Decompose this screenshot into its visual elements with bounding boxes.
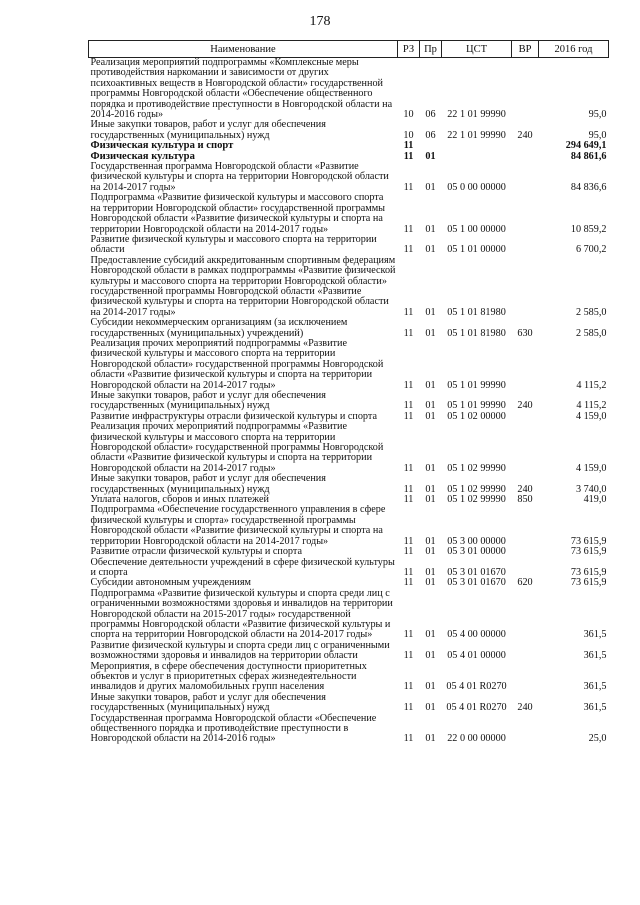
cell-rz: 11 — [403, 535, 414, 547]
cell-pr: 01 — [425, 462, 436, 474]
cell-name: Развитие физической культуры и массового спорта на территории области — [90, 233, 377, 256]
header-pr: Пр — [420, 41, 442, 58]
cell-vr — [512, 235, 539, 256]
cell-vr — [512, 412, 539, 422]
cell-amount: 6 700,2 — [575, 244, 607, 256]
table-row — [89, 641, 609, 662]
cell-cst: 22 1 01 99990 — [447, 109, 506, 121]
cell-pr: 01 — [425, 223, 436, 235]
table-row — [89, 558, 609, 579]
cell-pr: 01 — [425, 400, 436, 412]
cell-rz: 11 — [403, 650, 414, 662]
cell-amount: 73 615,9 — [570, 535, 607, 547]
cell-name: Физическая культура и спорт — [90, 140, 234, 152]
cell-rz: 11 — [403, 306, 414, 318]
cell-pr: 01 — [425, 546, 436, 558]
cell-vr — [512, 547, 539, 557]
cell-amount: 361,5 — [583, 629, 607, 641]
cell-rz: 11 — [403, 494, 414, 506]
cell-amount: 361,5 — [583, 681, 607, 693]
table-header — [89, 41, 609, 58]
cell-cst: 05 1 01 99990 — [447, 400, 506, 412]
cell-rz: 11 — [403, 150, 414, 162]
cell-rz: 11 — [403, 181, 414, 193]
table-row — [89, 714, 609, 745]
cell-vr — [512, 662, 539, 693]
table-row — [89, 589, 609, 641]
cell-cst: 05 0 00 00000 — [447, 181, 506, 193]
cell-name: Иные закупки товаров, работ и услуг для обеспечения государственных (муниципальных) нужд — [90, 473, 326, 495]
cell-vr: 240 — [517, 129, 533, 141]
cell-amount: 361,5 — [583, 702, 607, 714]
table-row — [89, 256, 609, 318]
table-row — [89, 339, 609, 391]
cell-cst: 05 4 01 00000 — [447, 650, 506, 662]
cell-rz: 11 — [403, 577, 414, 589]
cell-vr — [512, 589, 539, 641]
cell-name: Иные закупки товаров, работ и услуг для обеспечения государственных (муниципальных) нужд — [90, 691, 326, 714]
cell-name: Развитие физической культуры и спорта среди лиц с ограниченными возможностями здоровья и инвалидов на территории области — [90, 639, 390, 662]
cell-rz: 11 — [403, 681, 414, 693]
cell-rz: 10 — [403, 109, 414, 121]
cell-pr: 01 — [425, 733, 436, 745]
cell-cst: 05 1 01 99990 — [447, 379, 506, 391]
cell-cst: 05 4 00 00000 — [447, 629, 506, 641]
cell-pr: 01 — [425, 410, 436, 422]
cell-amount: 4 115,2 — [576, 379, 607, 391]
cell-name: Реализация прочих мероприятий подпрограммы «Развитие физической культуры и массового спорта на территории Новгородской области» государственной программы Новгородской области «Развитие физической культуры и спорта на территории Новгородской области на 2014-2017 годы» — [90, 337, 384, 391]
cell-name: Государственная программа Новгородской области «Развитие физической культуры и спорта на территории Новгородской области на 2014-2017 годы» — [90, 161, 389, 193]
cell-vr — [512, 422, 539, 474]
header-vr: ВР — [512, 41, 539, 58]
cell-name: Подпрограмма «Развитие физической культуры и спорта среди лиц с ограниченными возможностями здоровья и инвалидов на территории Новгородской области на 2015-2017 годы» государственной программы Новгородской области «Развитие физической культуры и спорта на территории Новгородской области на 2014-2017 годы» — [90, 587, 393, 641]
cell-vr — [512, 558, 539, 579]
cell-name: Уплата налогов, сборов и иных платежей — [90, 494, 269, 506]
table-row — [89, 58, 609, 121]
cell-amount: 73 615,9 — [570, 566, 607, 578]
cell-pr: 01 — [425, 379, 436, 391]
table-row — [89, 235, 609, 256]
cell-cst — [442, 152, 512, 162]
header-cst: ЦСТ — [442, 41, 512, 58]
cell-pr: 06 — [425, 109, 436, 121]
cell-vr — [512, 58, 539, 121]
cell-name: Субсидии некоммерческим организациям (за исключением государственных (муниципальных) учреждений) — [90, 317, 348, 339]
cell-amount: 95,0 — [588, 109, 607, 121]
cell-rz: 11 — [403, 566, 414, 578]
cell-amount: 95,0 — [588, 129, 607, 141]
table-row — [89, 505, 609, 547]
cell-amount: 2 585,0 — [575, 306, 607, 318]
cell-pr: 01 — [425, 535, 436, 547]
cell-rz: 11 — [403, 546, 414, 558]
cell-vr — [512, 641, 539, 662]
cell-rz: 11 — [403, 702, 414, 714]
table-row — [89, 318, 609, 339]
table-row — [89, 547, 609, 557]
cell-amount: 294 649,1 — [565, 140, 607, 152]
cell-pr: 01 — [425, 327, 436, 339]
cell-name: Государственная программа Новгородской области «Обеспечение общественного порядка и противодействие преступности в Новгородской области на 2014-2016 годы» — [90, 712, 377, 745]
cell-amount: 361,5 — [583, 650, 607, 662]
cell-cst: 05 1 02 99990 — [447, 483, 506, 495]
cell-cst: 05 1 00 00000 — [447, 223, 506, 235]
table-row — [89, 662, 609, 693]
cell-amount: 419,0 — [583, 494, 607, 506]
cell-amount: 84 861,6 — [570, 150, 607, 162]
cell-vr — [512, 505, 539, 547]
cell-amount: 2 585,0 — [575, 327, 607, 339]
cell-cst: 22 0 00 00000 — [447, 733, 506, 745]
cell-cst: 05 1 02 99990 — [447, 462, 506, 474]
cell-rz: 11 — [403, 400, 414, 412]
cell-pr: 01 — [425, 681, 436, 693]
cell-name: Подпрограмма «Развитие физической культуры и массового спорта на территории Новгородской области» государственной программы Новгородской области «Развитие физической культуры и спорта на территории Новгородской области на 2014-2017 годы» — [90, 192, 386, 235]
cell-rz: 11 — [403, 462, 414, 474]
header-amount: 2016 год — [539, 41, 609, 58]
cell-cst — [442, 141, 512, 151]
cell-amount: 25,0 — [588, 733, 607, 745]
cell-pr: 06 — [425, 129, 436, 141]
cell-rz: 11 — [403, 223, 414, 235]
cell-cst: 05 4 01 R0270 — [446, 702, 507, 714]
cell-rz: 11 — [403, 483, 414, 495]
cell-vr — [512, 714, 539, 745]
cell-rz: 10 — [403, 129, 414, 141]
cell-amount: 3 740,0 — [575, 483, 607, 495]
table-row — [89, 120, 609, 141]
cell-cst: 05 1 02 00000 — [447, 410, 506, 422]
cell-amount: 84 836,6 — [570, 181, 607, 193]
cell-vr — [512, 141, 539, 151]
cell-vr — [512, 193, 539, 235]
cell-pr: 01 — [425, 181, 436, 193]
cell-cst: 22 1 01 99990 — [447, 129, 506, 141]
cell-cst: 05 3 01 00000 — [447, 546, 506, 558]
cell-cst: 05 1 01 00000 — [447, 244, 506, 256]
cell-pr: 01 — [425, 702, 436, 714]
cell-rz: 11 — [403, 327, 414, 339]
cell-pr: 01 — [425, 244, 436, 256]
cell-pr: 01 — [425, 150, 436, 162]
header-name: Наименование — [89, 41, 398, 58]
cell-rz: 11 — [403, 244, 414, 256]
cell-amount: 4 159,0 — [575, 410, 607, 422]
table-row — [89, 162, 609, 193]
cell-name: Физическая культура — [90, 150, 195, 162]
cell-vr — [512, 256, 539, 318]
cell-vr: 240 — [517, 483, 533, 495]
table-row — [89, 422, 609, 474]
cell-rz: 11 — [403, 629, 414, 641]
page-number: 178 — [309, 14, 331, 29]
cell-pr: 01 — [425, 566, 436, 578]
cell-amount: 4 115,2 — [576, 400, 607, 412]
cell-pr: 01 — [425, 629, 436, 641]
cell-rz: 11 — [403, 733, 414, 745]
cell-name: Развитие отрасли физической культуры и спорта — [90, 546, 302, 558]
cell-cst: 05 1 02 99990 — [447, 494, 506, 506]
cell-cst: 05 3 01 01670 — [447, 577, 506, 589]
cell-name: Предоставление субсидий аккредитованным спортивным федерациям Новгородской области в рамках подпрограммы «Развитие физической культуры и массового спорта на территории Новгородской области» государственной программы Новгородской области «Развитие физической культуры и спорта на территории Новгородской области на 2014-2017 годы» — [90, 254, 396, 318]
cell-rz: 11 — [403, 140, 414, 152]
cell-amount: 4 159,0 — [575, 462, 607, 474]
table-row — [89, 474, 609, 495]
table-row — [89, 193, 609, 235]
cell-vr: 240 — [517, 702, 533, 714]
cell-name: Мероприятия, в сфере обеспечения доступности приоритетных объектов и услуг в приоритетных сферах жизнедеятельности инвалидов и других маломобильных групп населения — [90, 660, 367, 693]
cell-name: Иные закупки товаров, работ и услуг для обеспечения государственных (муниципальных) нужд — [90, 119, 326, 141]
cell-amount: 73 615,9 — [570, 546, 607, 558]
header-rz: РЗ — [398, 41, 420, 58]
cell-vr — [512, 152, 539, 162]
cell-rz: 11 — [403, 379, 414, 391]
cell-name: Реализация мероприятий подпрограммы «Комплексные меры противодействия наркомании и зависимости от других психоактивных веществ в Новгородской области» государственной программы Новгородской области «Обеспечение общественного порядка и противодействие преступности в Новгородской области на 2014-2016 годы» — [90, 57, 393, 121]
cell-cst: 05 1 01 81980 — [447, 306, 506, 318]
cell-pr: 01 — [425, 483, 436, 495]
table-row — [89, 693, 609, 714]
cell-name: Субсидии автономным учреждениям — [90, 577, 251, 589]
cell-vr: 620 — [517, 577, 533, 589]
cell-amount: 73 615,9 — [570, 577, 607, 589]
cell-pr: 01 — [425, 577, 436, 589]
cell-cst: 05 4 01 R0270 — [446, 681, 507, 693]
cell-name: Реализация прочих мероприятий подпрограммы «Развитие физической культуры и массового спорта на территории Новгородской области» государственной программы Новгородской области «Развитие физической культуры и спорта на территории Новгородской области на 2014-2017 годы» — [90, 421, 384, 474]
budget-table — [88, 40, 609, 745]
cell-vr — [512, 162, 539, 193]
cell-vr — [512, 339, 539, 391]
cell-name: Обеспечение деятельности учреждений в сфере физической культуры и спорта — [90, 556, 395, 578]
cell-pr: 01 — [425, 650, 436, 662]
cell-name: Иные закупки товаров, работ и услуг для обеспечения государственных (муниципальных) нужд — [90, 390, 326, 412]
cell-cst: 05 1 01 81980 — [447, 327, 506, 339]
cell-pr: 01 — [425, 494, 436, 506]
cell-rz: 11 — [403, 410, 414, 422]
cell-name: Подпрограмма «Обеспечение государственного управления в сфере физической культуры и спорта» государственной программы Новгородской области «Развитие физической культуры и спорта на территории Новгородской области на 2014-2017 годы» — [90, 504, 386, 547]
cell-vr: 630 — [517, 327, 533, 339]
cell-cst: 05 3 01 01670 — [447, 566, 506, 578]
cell-vr: 240 — [517, 400, 533, 412]
cell-pr: 01 — [425, 306, 436, 318]
cell-amount: 10 859,2 — [570, 223, 607, 235]
cell-vr: 850 — [517, 494, 533, 506]
table-body — [89, 58, 609, 745]
cell-cst: 05 3 00 00000 — [447, 535, 506, 547]
cell-name: Развитие инфраструктуры отрасли физической культуры и спорта — [90, 410, 377, 422]
table-row — [89, 391, 609, 412]
